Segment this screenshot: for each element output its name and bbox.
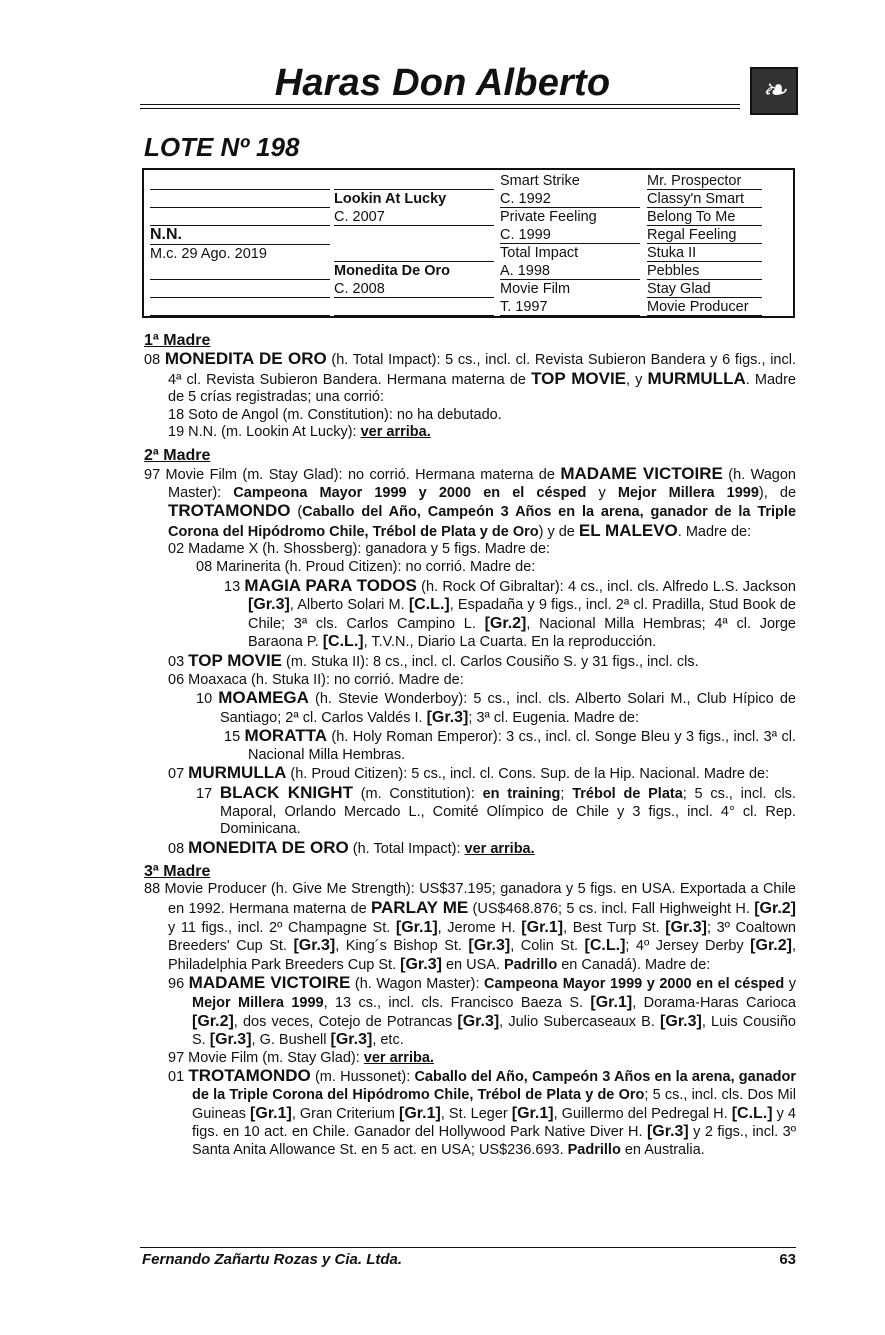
pedigree-row <box>144 208 793 226</box>
pedigree-row <box>144 280 793 298</box>
section-heading-second-dam: 2ª Madre <box>144 446 211 464</box>
pedigree-cell <box>150 298 330 316</box>
pedigree-cell <box>334 244 494 262</box>
pedigree-cell <box>334 172 494 190</box>
pedigree-cell <box>150 208 330 226</box>
paragraph-third-dam: 88 Movie Producer (h. Give Me Strength): US$37.195; ganadora y 5 figs. en USA. Exportada a Chile en 1992. Hermana materna de PARLAY ME (US$468.876; 5 cs. incl. Fall Highweight H. [Gr.2] y 11 figs., incl. 2º Champagne St. [Gr.1], Jerome H. [Gr.1], Best Turp St. [Gr.3]; 3º Coaltown Breeders' Cup St. [Gr.3], King´s Bishop St. [Gr.3], Colin St. [C.L.]; 4º Jersey Derby [Gr.2], Philadelphia Park Breeders Cup St. [Gr.3] en USA. Padrillo en Canadá). Madre de: <box>144 881 797 973</box>
header-divider <box>140 108 740 109</box>
pedigree-cell: N.N. <box>150 226 182 243</box>
pedigree-cell: M.c. 29 Ago. 2019 <box>150 244 330 262</box>
pedigree-cell: Stuka II <box>647 244 762 262</box>
offspring-entry: 08 MONEDITA DE ORO (h. Total Impact): ver arriba. <box>168 837 535 857</box>
pedigree-cell: C. 1992 <box>500 190 640 208</box>
lot-description <box>144 327 796 1159</box>
pedigree-cell: T. 1997 <box>500 298 640 316</box>
footer-publisher: Fernando Zañartu Rozas y Cia. Ltda. <box>142 1251 403 1268</box>
pedigree-cell: Lookin At Lucky <box>334 191 447 207</box>
pedigree-cell: C. 1999 <box>500 226 640 244</box>
pedigree-cell: Stay Glad <box>647 280 762 298</box>
offspring-entry: 19 N.N. (m. Lookin At Lucky): ver arriba. <box>168 424 431 441</box>
pedigree-cell <box>150 262 330 280</box>
footer-divider <box>140 1247 796 1248</box>
paragraph-second-dam: 97 Movie Film (m. Stay Glad): no corrió. Hermana materna de MADAME VICTOIRE (h. Wagon Master): Campeona Mayor 1999 y 2000 en el césped y Mejor Millera 1999), de TROTAMONDO (Caballo del Año, Campeón 3 Años en la arena, ganador de la Triple Corona del Hipódromo Chile, Trébol de Plata y de Oro) y de EL MALEVO. Madre de: <box>144 463 797 540</box>
paragraph-first-dam: 08 MONEDITA DE ORO (h. Total Impact): 5 cs., incl. cl. Revista Subieron Bandera y 6 figs., incl. 4ª cl. Revista Subieron Bandera. Hermana materna de TOP MOVIE, y MURMULLA. Madre de 5 crías registradas; una corrió: <box>144 349 796 406</box>
pedigree-cell: C. 2007 <box>334 208 494 226</box>
pedigree-cell: Private Feeling <box>500 209 597 225</box>
offspring-entry: 02 Madame X (h. Shossberg): ganadora y 5 figs. Madre de: <box>168 541 551 558</box>
pedigree-cell: Movie Film <box>500 281 571 297</box>
pedigree-cell: Total Impact <box>500 245 579 261</box>
section-heading-third-dam: 3ª Madre <box>144 863 211 881</box>
offspring-entry: 10 MOAMEGA (h. Stevie Wonderboy): 5 cs., incl. cls. Alberto Solari M., Club Hípico de Santiago; 2ª cl. Carlos Valdés I. [Gr.3]; 3ª cl. Eugenia. Madre de: <box>196 688 796 726</box>
offspring-entry: 13 MAGIA PARA TODOS (h. Rock Of Gibraltar): 4 cs., incl. cls. Alfredo L.S. Jackson [Gr.3], Alberto Solari M. [C.L.], Espadaña y 9 figs., incl. 2ª cl. Pradilla, Stud Book de Chile; 3ª cls. Carlos Campino L. [Gr.2], Nacional Milla Hembras; 4ª cl. Jorge Baraona P. [C.L.], T.V.N., Diario La Cuarta. En la reproducción. <box>224 575 796 651</box>
pedigree-cell: A. 1998 <box>500 262 640 280</box>
pedigree-cell <box>150 190 330 208</box>
pedigree-cell <box>150 280 330 298</box>
logo-icon: ❧ <box>750 67 798 115</box>
pedigree-row <box>144 172 793 190</box>
pedigree-row <box>144 190 793 208</box>
offspring-entry: 01 TROTAMONDO (m. Hussonet): Caballo del Año, Campeón 3 Años en la arena, ganador de la Triple Corona del Hipódromo Chile, Trébol de Plata y de Oro; 5 cs., incl. cls. Dos Mil Guineas [Gr.1], Gran Criterium [Gr.1], St. Leger [Gr.1], Guillermo del Pedregal H. [C.L.] y 4 figs. en 10 act. en Chile. Ganador del Hollywood Park Native Diver H. [Gr.3] y 2 figs., incl. 3º Santa Anita Allowance St. en 5 act. en USA; US$236.693. Padrillo en Australia. <box>168 1066 796 1158</box>
pedigree-row <box>144 298 793 316</box>
pedigree-row <box>144 244 793 262</box>
offspring-entry: 08 Marinerita (h. Proud Citizen): no corrió. Madre de: <box>196 558 536 575</box>
pedigree-cell: Regal Feeling <box>647 226 762 244</box>
page-header-title: Haras Don Alberto <box>274 62 611 104</box>
pedigree-cell: C. 2008 <box>334 280 494 298</box>
pedigree-cell: Classy'n Smart <box>647 190 762 208</box>
section-heading-first-dam: 1ª Madre <box>144 332 211 349</box>
pedigree-cell <box>150 172 330 190</box>
pedigree-cell: Smart Strike <box>500 173 580 189</box>
pedigree-cell <box>334 226 494 243</box>
pedigree-cell: Pebbles <box>647 262 762 280</box>
pedigree-cell: Movie Producer <box>647 298 762 316</box>
pedigree-row <box>144 226 793 244</box>
header-divider <box>140 104 740 105</box>
pedigree-cell: Mr. Prospector <box>647 172 762 190</box>
pedigree-cell: Belong To Me <box>647 208 762 226</box>
offspring-entry: 03 TOP MOVIE (m. Stuka II): 8 cs., incl. cl. Carlos Cousiño S. y 31 figs., incl. cls. <box>168 650 699 670</box>
offspring-entry: 97 Movie Film (m. Stay Glad): ver arriba. <box>168 1049 434 1066</box>
offspring-entry: 17 BLACK KNIGHT (m. Constitution): en training; Trébol de Plata; 5 cs., incl. cls. Maporal, Orlando Mercado L., Comité Olímpico de Chile y 3 figs., incl. 4° cl. Rep. Dominicana. <box>196 783 796 838</box>
offspring-entry: 15 MORATTA (h. Holy Roman Emperor): 3 cs., incl. cl. Songe Bleu y 3 figs., incl. 3ª cl. Nacional Milla Hembras. <box>224 726 796 763</box>
lot-title: LOTE Nº 198 <box>144 132 300 162</box>
pedigree-cell <box>334 298 494 316</box>
offspring-entry: 07 MURMULLA (h. Proud Citizen): 5 cs., incl. cl. Cons. Sup. de la Hip. Nacional. Madre de: <box>168 763 770 783</box>
pedigree-row <box>144 262 793 280</box>
pedigree-table <box>142 168 795 318</box>
offspring-entry: 18 Soto de Angol (m. Constitution): no ha debutado. <box>168 406 502 423</box>
offspring-entry: 96 MADAME VICTOIRE (h. Wagon Master): Campeona Mayor 1999 y 2000 en el césped y Mejor Millera 1999, 13 cs., incl. cls. Francisco Baeza S. [Gr.1], Dorama-Haras Carioca [Gr.2], dos veces, Cotejo de Potrancas [Gr.3], Julio Subercaseaux B. [Gr.3], Luis Cousiño S. [Gr.3], G. Bushell [Gr.3], etc. <box>168 973 796 1049</box>
pedigree-cell: Monedita De Oro <box>334 263 451 279</box>
page-number: 63 <box>779 1251 796 1268</box>
offspring-entry: 06 Moaxaca (h. Stuka II): no corrió. Madre de: <box>168 671 464 688</box>
